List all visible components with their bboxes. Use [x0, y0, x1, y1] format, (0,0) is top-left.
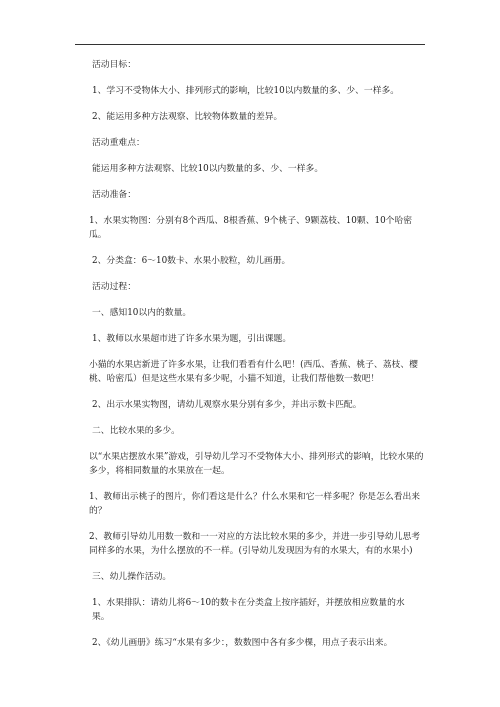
process-step-2-item-2: 2、教师引导幼儿用数一数和一一对应的方法比较水果的多少，并进一步引导幼儿思考同样多的水果，为什么摆放的不一样。(引导幼儿发现因为有的水果大，有的水果小): [89, 532, 421, 556]
process-step-1-item-1: 1、教师以水果超市进了许多水果为题，引出课题。: [92, 334, 292, 344]
process-step-1-heading: 一、感知10以内的数量。: [92, 308, 192, 318]
process-step-2-game: 以“水果店摆放水果”游戏，引导幼儿学习不受物体大小、排列形式的影响，比较水果的多少，将相同数量的水果放在一起。: [89, 452, 424, 476]
section-heading-goals: 活动目标：: [92, 60, 136, 70]
section-heading-preparation: 活动准备：: [92, 190, 136, 200]
process-step-2-heading: 二、比较水果的多少。: [92, 426, 180, 436]
process-step-2-item-1: 1、教师出示桃子的图片，你们看这是什么？什么水果和它一样多呢？你是怎么看出来的？: [89, 492, 421, 516]
goal-item-2: 2、能运用多种方法观察、比较物体数量的差异。: [92, 112, 283, 122]
process-step-1-story: 小猫的水果店新进了许多水果，让我们看看有什么吧！(西瓜、香蕉、桃子、荔枝、樱桃、哈密瓜）但是这些水果有多少呢，小猫不知道，让我们帮他数一数吧！: [89, 360, 418, 384]
section-heading-process: 活动过程：: [92, 282, 136, 292]
preparation-item-1: 1、水果实物图：分别有8个西瓜、8根香蕉、9个桃子、9颗荔枝、10颗、10个哈密瓜。: [89, 216, 413, 240]
preparation-item-2: 2、分类盒：6～10数卡、水果小胶粒，幼儿画册。: [92, 256, 291, 266]
goal-item-1: 1、学习不受物体大小、排列形式的影响，比较10以内数量的多、少、一样多。: [92, 86, 400, 96]
section-heading-key-points: 活动重难点：: [92, 138, 145, 148]
document-body: [89, 58, 424, 662]
process-step-3-item-1: 1、水果排队：请幼儿将6～10的数卡在分类盒上按序插好，并摆放相应数量的水果。: [92, 598, 405, 622]
process-step-3-item-2: 2、《幼儿画册》练习“水果有多少：，数数图中各有多少棵，用点子表示出来。: [92, 638, 393, 648]
process-step-3-heading: 三、幼儿操作活动。: [92, 572, 172, 582]
key-point-text: 能运用多种方法观察、比较10以内数量的多、少、一样多。: [92, 164, 324, 174]
header-rule: [75, 44, 425, 45]
process-step-1-item-2: 2、出示水果实物图，请幼儿观察水果分别有多少，并出示数卡匹配。: [92, 400, 362, 410]
